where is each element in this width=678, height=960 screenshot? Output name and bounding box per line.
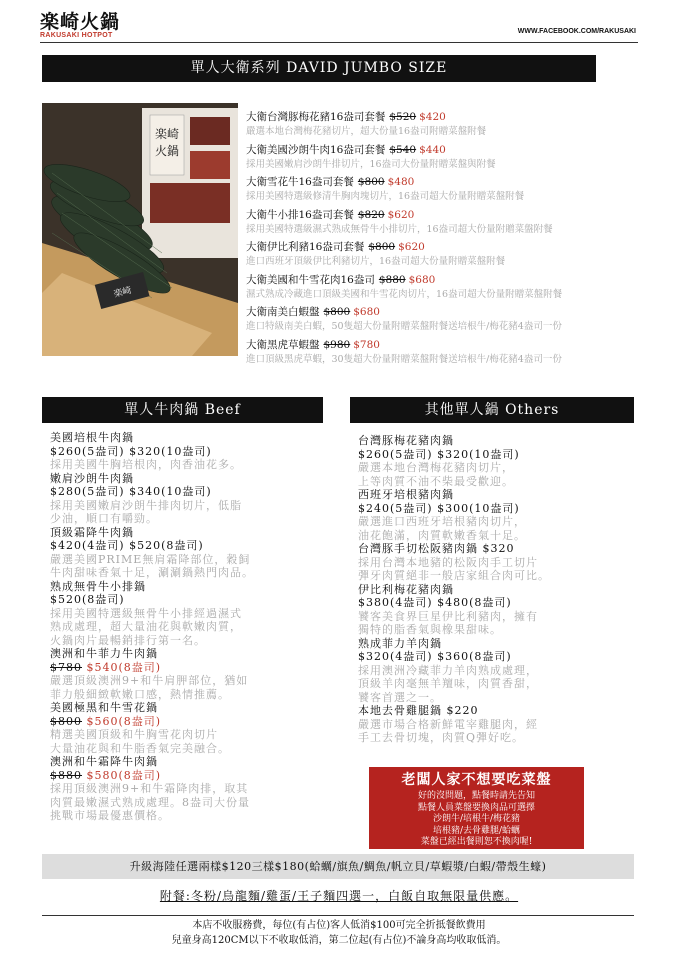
footer-divider bbox=[42, 915, 634, 916]
sale-price: $560(8盎司) bbox=[86, 714, 162, 728]
item-description: 採用澳洲冷藏菲力羊肉熟成處理， bbox=[358, 663, 538, 677]
side-dish-text: 附餐:冬粉/烏龍麵/雞蛋/王子麵四選一，白飯自取無限量供應。 bbox=[159, 889, 519, 903]
item-description: 挑戰市場最優惠價格。 bbox=[50, 809, 170, 822]
jumbo-item-line bbox=[246, 338, 646, 353]
item-description: 少油，順口有嚼勁。 bbox=[50, 512, 158, 525]
original-price: $800 bbox=[323, 306, 351, 318]
sale-price: $780 bbox=[353, 338, 380, 351]
others-menu-item bbox=[358, 637, 603, 705]
item-description: 採用美國嫩肩沙朗牛排切片，16盎司大份量附贈菜盤與附餐 bbox=[246, 158, 496, 170]
original-price: $800 bbox=[368, 241, 396, 253]
item-description: 採用美國特選級修清牛胸肉塊切片，16盎司超大份量附贈菜盤附餐 bbox=[246, 191, 525, 202]
original-price: $520 bbox=[389, 111, 417, 123]
item-name: 大衛台灣豚梅花豬16盎司套餐 bbox=[246, 111, 386, 123]
item-price: $420(4盎司) $520(8盎司) bbox=[50, 539, 204, 552]
item-name: 大衛美國沙朗牛肉16盎司套餐 bbox=[246, 143, 386, 156]
jumbo-section-title: 單人大衛系列 DAVID JUMBO SIZE bbox=[42, 55, 596, 82]
original-price: $800 bbox=[357, 176, 385, 188]
item-title: 澳洲和牛菲力牛肉鍋 bbox=[50, 647, 158, 660]
item-description: 火鍋肉片最暢銷排行第一名。 bbox=[50, 633, 206, 647]
others-menu-item bbox=[358, 704, 603, 745]
header-divider bbox=[40, 42, 638, 43]
svg-text:火鍋: 火鍋 bbox=[154, 144, 180, 158]
beef-menu-item bbox=[50, 526, 330, 580]
seafood-upgrade-note: 升級海陸任選兩樣$120三樣$180(蛤蠣/旗魚/鯛魚/帆立貝/草蝦漿/白蝦/帶殼生蠔) bbox=[42, 854, 634, 879]
item-description: 進口特級南美白蝦，50隻超大份量附贈菜盤附餐送培根牛/梅花豬4盎司一份 bbox=[246, 321, 562, 332]
promo-line: 培根豬/去骨雞腿/蛤蠣 bbox=[432, 825, 521, 836]
item-description: 採用美國嫩肩沙朗牛排肉切片，低脂 bbox=[50, 498, 242, 512]
sale-price: $680 bbox=[408, 273, 436, 286]
original-price: $980 bbox=[323, 338, 351, 351]
jumbo-item-line bbox=[246, 273, 646, 288]
original-price: $780 bbox=[50, 660, 82, 674]
item-title: 熟成菲力羊肉鍋 bbox=[358, 636, 442, 650]
item-description: 油花飽滿，肉質軟嫩香氣十足。 bbox=[358, 528, 526, 542]
item-description: 嚴選本地台灣梅花豬切片，超大份量16盎司附贈菜盤附餐 bbox=[246, 126, 487, 137]
item-description: 牛肉甜味香氣十足，涮涮鍋熱門肉品。 bbox=[50, 566, 254, 579]
item-description: 大量油花與和牛脂香氣完美融合。 bbox=[50, 741, 230, 755]
others-section-title: 其他單人鍋 Others bbox=[350, 397, 634, 423]
beef-menu-item bbox=[50, 431, 330, 472]
jumbo-menu-item bbox=[246, 175, 646, 208]
promo-heading: 老闆人家不想要吃菜盤 bbox=[401, 772, 552, 788]
item-description: 手工去骨切塊，肉質Q彈好吃。 bbox=[358, 731, 525, 744]
item-description: 採用美國牛胸培根肉，肉香油花多。 bbox=[50, 458, 242, 471]
item-description: 精選美國頂級和牛胸雪花肉切片 bbox=[50, 728, 218, 741]
beef-section-title: 單人牛肉鍋 Beef bbox=[42, 397, 323, 423]
original-price: $880 bbox=[50, 768, 82, 782]
beef-menu-item bbox=[50, 647, 330, 701]
item-title: 台灣豚梅花豬肉鍋 bbox=[358, 434, 454, 447]
sale-price: $540(8盎司) bbox=[86, 660, 162, 674]
jumbo-menu-item bbox=[246, 305, 646, 338]
footer-policy-line: 兒童身高120CM以下不收取低消，第二位起(有占位)不論身高均收取低消。 bbox=[171, 935, 507, 946]
jumbo-item-line bbox=[246, 208, 646, 223]
item-title: 本地去骨雞腿鍋 $220 bbox=[358, 704, 479, 717]
jumbo-menu-item bbox=[246, 110, 646, 143]
sale-price: $620 bbox=[387, 208, 415, 221]
item-price: $240(5盎司) $300(10盎司) bbox=[358, 501, 520, 515]
jumbo-item-line bbox=[246, 175, 646, 190]
item-name: 大衛伊比利豬16盎司套餐 bbox=[246, 241, 365, 253]
item-description: 採用美國特選級濕式熟成無骨牛小排切片，16盎司超大份量附贈菜盤附餐 bbox=[246, 223, 553, 235]
item-description: 熟成處理，超大量油花與軟嫩肉質， bbox=[50, 620, 242, 633]
shrimp-platter-illustration bbox=[42, 103, 238, 356]
original-price: $800 bbox=[50, 714, 82, 728]
item-title: 台灣豚手切松阪豬肉鍋 $320 bbox=[358, 542, 515, 555]
item-description: 採用美國特選級無骨牛小排經過濕式 bbox=[50, 606, 242, 620]
jumbo-menu-item bbox=[246, 143, 646, 176]
item-description: 進口西班牙頂級伊比利豬切片，16盎司超大份量附贈菜盤附餐 bbox=[246, 256, 506, 267]
sale-price: $480 bbox=[387, 176, 415, 188]
item-description: 進口頂級黑虎草蝦，30隻超大份量附贈菜盤附餐送培根牛/梅花豬4盎司一份 bbox=[246, 353, 562, 365]
original-price: $820 bbox=[357, 208, 385, 221]
side-dish-note bbox=[0, 887, 678, 904]
sale-price: $420 bbox=[419, 111, 446, 123]
item-description: 嚴選頂級澳洲9+和牛肩胛部位，猶如 bbox=[50, 674, 249, 687]
footer-policy-line: 本店不收服務費，每位(有占位)客人低消$100可完全折抵餐飲費用 bbox=[192, 920, 486, 931]
jumbo-item-line bbox=[246, 110, 646, 125]
item-price-line bbox=[50, 715, 330, 729]
item-name: 大衛雪花牛16盎司套餐 bbox=[246, 176, 354, 188]
item-price-line bbox=[50, 661, 330, 675]
sale-price: $620 bbox=[398, 241, 425, 253]
logo-mark: 楽崎火鍋 bbox=[40, 11, 121, 33]
item-description: 嚴選市場合格新鮮電宰雞腿肉，經 bbox=[358, 717, 538, 731]
sale-price: $580(8盎司) bbox=[86, 768, 162, 782]
item-title: 熟成無骨牛小排鍋 bbox=[50, 579, 146, 593]
jumbo-item-line bbox=[246, 305, 646, 320]
beef-menu-list bbox=[50, 431, 330, 823]
item-description: 菲力般細緻軟嫩口感，熱情推薦。 bbox=[50, 687, 230, 701]
original-price: $540 bbox=[389, 143, 417, 156]
item-description: 嚴選美國PRIME無肩霜降部位，穀飼 bbox=[50, 552, 251, 566]
item-price-line bbox=[50, 769, 330, 783]
item-title: 美國極黑和牛雪花鍋 bbox=[50, 701, 158, 714]
svg-text:楽崎: 楽崎 bbox=[154, 127, 180, 141]
item-price: $280(5盎司) $340(10盎司) bbox=[50, 485, 212, 498]
jumbo-item-line bbox=[246, 240, 646, 255]
others-menu-list bbox=[358, 434, 603, 745]
jumbo-menu-list bbox=[246, 110, 646, 370]
promo-line: 菜盤已經出餐則恕不換肉喔! bbox=[420, 837, 533, 847]
item-name: 大衛黑虎草蝦盤 bbox=[246, 338, 320, 351]
item-description: 嚴選進口西班牙培根豬肉切片， bbox=[358, 515, 526, 528]
item-name: 大衛牛小排16盎司套餐 bbox=[246, 208, 354, 221]
svg-text:楽崎: 楽崎 bbox=[112, 285, 133, 301]
promo-line: 沙朗牛/培根牛/梅花豬 bbox=[432, 814, 521, 824]
hotpot-photo bbox=[42, 103, 238, 356]
item-description: 饕客美食界巨星伊比利豬肉，擁有 bbox=[358, 609, 538, 623]
others-menu-item bbox=[358, 488, 603, 542]
item-title: 頂級霜降牛肉鍋 bbox=[50, 525, 134, 539]
item-description: 採用頂級澳洲9+和牛霜降肉排，取其 bbox=[50, 782, 249, 795]
item-description: 頂級羊肉毫無羊羶味，肉質香甜， bbox=[358, 677, 538, 690]
facebook-url[interactable]: WWW.FACEBOOK.COM/RAKUSAKI bbox=[517, 28, 636, 35]
item-description: 饕客首選之一。 bbox=[358, 690, 442, 704]
promo-line: 點餐人員菜盤要換肉品可選擇 bbox=[417, 802, 535, 813]
item-title: 嫩肩沙朗牛肉鍋 bbox=[50, 471, 134, 485]
promo-box bbox=[369, 767, 584, 849]
brand-logo bbox=[40, 12, 120, 39]
item-price: $320(4盎司) $360(8盎司) bbox=[358, 650, 512, 663]
others-menu-item bbox=[358, 434, 603, 488]
others-menu-item bbox=[358, 583, 603, 637]
item-price: $260(5盎司) $320(10盎司) bbox=[358, 447, 520, 461]
original-price: $880 bbox=[378, 273, 406, 286]
item-title: 澳洲和牛霜降牛肉鍋 bbox=[50, 755, 158, 768]
item-description: 肉質最嫩濕式熟成處理。8盎司大份量 bbox=[50, 795, 250, 809]
item-description: 採用台灣本地豬的松阪肉手工切片 bbox=[358, 555, 538, 569]
beef-menu-item bbox=[50, 580, 330, 648]
promo-line: 好的沒問題，點餐時請先告知 bbox=[417, 791, 535, 801]
jumbo-menu-item bbox=[246, 208, 646, 241]
jumbo-menu-item bbox=[246, 240, 646, 273]
item-name: 大衛美國和牛雪花肉16盎司 bbox=[246, 273, 375, 286]
item-price: $520(8盎司) bbox=[50, 593, 125, 606]
item-title: 西班牙培根豬肉鍋 bbox=[358, 488, 454, 501]
item-price: $260(5盎司) $320(10盎司) bbox=[50, 444, 212, 458]
item-price: $380(4盎司) $480(8盎司) bbox=[358, 596, 512, 609]
beef-menu-item bbox=[50, 755, 330, 823]
jumbo-item-line bbox=[246, 143, 646, 158]
item-title: 伊比利梅花豬肉鍋 bbox=[358, 582, 454, 596]
item-description: 濕式熟成冷藏進口頂級美國和牛雪花肉切片，16盎司超大份量附贈菜盤附餐 bbox=[246, 288, 563, 300]
item-description: 彈牙肉質絕非一般店家組合肉可比。 bbox=[358, 569, 550, 582]
beef-menu-item bbox=[50, 701, 330, 755]
beef-menu-item bbox=[50, 472, 330, 526]
jumbo-menu-item bbox=[246, 338, 646, 371]
jumbo-menu-item bbox=[246, 273, 646, 306]
others-menu-item bbox=[358, 542, 603, 583]
sale-price: $680 bbox=[353, 306, 380, 318]
item-description: 上等肉質不油不柴最受歡迎。 bbox=[358, 474, 514, 488]
logo-subtitle: RAKUSAKI HOTPOT bbox=[40, 32, 113, 39]
item-description: 獨特的脂香氣與橡果甜味。 bbox=[358, 623, 502, 636]
item-description: 嚴選本地台灣梅花豬肉切片， bbox=[358, 461, 514, 474]
sale-price: $440 bbox=[419, 143, 446, 156]
item-name: 大衛南美白蝦盤 bbox=[246, 306, 320, 318]
item-title: 美國培根牛肉鍋 bbox=[50, 431, 134, 444]
